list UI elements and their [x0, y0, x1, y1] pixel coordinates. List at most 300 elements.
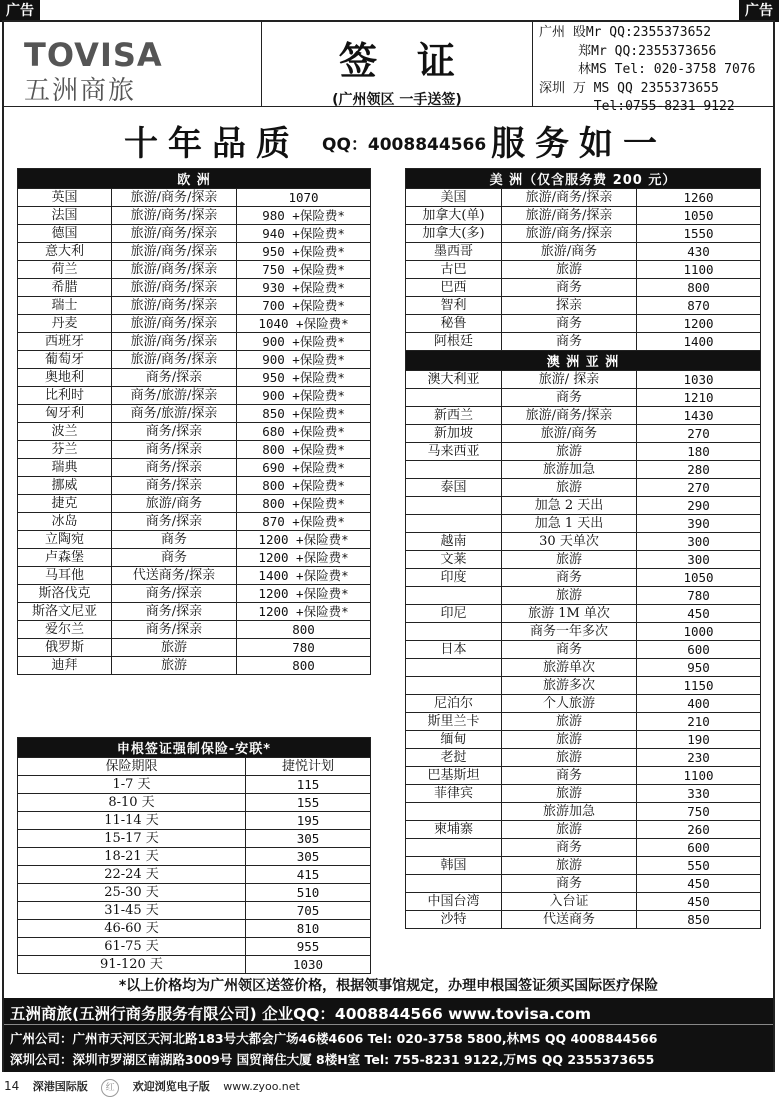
country-cell [406, 803, 502, 821]
guangzhou-address: 广州公司：广州市天河区天河北路183号大都会广场46楼4606 Tel: 020-3758 5800,林MS QQ 4008844566 [10, 1031, 658, 1046]
edition-name: 深港国际版 [32, 1080, 88, 1093]
table-row [406, 587, 761, 605]
price-cell: 705 [246, 902, 371, 920]
price-cell: 750 +保险费* [237, 261, 371, 279]
table-row [406, 225, 761, 243]
country-cell: 巴基斯坦 [406, 767, 502, 785]
country-cell: 比利时 [18, 387, 112, 405]
price-cell: 1040 +保险费* [237, 315, 371, 333]
country-cell: 丹麦 [18, 315, 112, 333]
price-cell: 800 +保险费* [237, 441, 371, 459]
price-cell: 900 +保险费* [237, 351, 371, 369]
table-row [18, 884, 371, 902]
visa-type-cell: 旅游 [502, 551, 637, 569]
period-cell: 15-17 天 [18, 830, 246, 848]
period-cell: 61-75 天 [18, 938, 246, 956]
country-cell: 斯洛文尼亚 [18, 603, 112, 621]
visa-type-cell: 旅游/商务/探亲 [112, 189, 237, 207]
price-cell: 930 +保险费* [237, 279, 371, 297]
table-row [406, 407, 761, 425]
table-row [406, 911, 761, 929]
table-row [406, 279, 761, 297]
visa-type-cell: 旅游/商务/探亲 [502, 407, 637, 425]
table-row [18, 243, 371, 261]
country-cell: 缅甸 [406, 731, 502, 749]
table-row [18, 549, 371, 567]
section-header-row [18, 169, 371, 189]
price-cell: 430 [637, 243, 761, 261]
price-cell: 690 +保险费* [237, 459, 371, 477]
price-cell: 1030 [637, 371, 761, 389]
country-cell [406, 839, 502, 857]
table-row [406, 315, 761, 333]
country-cell: 老挝 [406, 749, 502, 767]
price-cell: 1430 [637, 407, 761, 425]
period-cell: 25-30 天 [18, 884, 246, 902]
price-cell: 680 +保险费* [237, 423, 371, 441]
table-row [406, 695, 761, 713]
country-cell: 秘鲁 [406, 315, 502, 333]
table-row [406, 641, 761, 659]
price-cell: 305 [246, 848, 371, 866]
price-cell: 870 [637, 297, 761, 315]
country-cell: 冰岛 [18, 513, 112, 531]
price-cell: 210 [637, 713, 761, 731]
price-cell: 780 [237, 639, 371, 657]
visa-type-cell: 商务 [502, 641, 637, 659]
table-row [18, 794, 371, 812]
table-row [18, 315, 371, 333]
price-cell: 810 [246, 920, 371, 938]
visa-type-cell: 旅游 [112, 639, 237, 657]
price-cell: 1070 [237, 189, 371, 207]
brand-name-cn: 五洲商旅 [24, 76, 137, 106]
country-cell: 葡萄牙 [18, 351, 112, 369]
price-cell: 270 [637, 479, 761, 497]
visa-type-cell: 旅游/商务/探亲 [112, 225, 237, 243]
visa-type-cell: 商务 [502, 315, 637, 333]
ad-label-left: 广告 [0, 0, 40, 22]
visa-type-cell: 加急 1 天出 [502, 515, 637, 533]
period-cell: 18-21 天 [18, 848, 246, 866]
country-cell: 匈牙利 [18, 405, 112, 423]
country-cell [406, 515, 502, 533]
country-cell: 俄罗斯 [18, 639, 112, 657]
price-cell: 955 [246, 938, 371, 956]
price-cell: 155 [246, 794, 371, 812]
insurance-table [17, 737, 371, 974]
country-cell: 斯洛伐克 [18, 585, 112, 603]
section-title: 申根签证强制保险-安联* [18, 738, 371, 758]
table-row [18, 938, 371, 956]
country-cell: 荷兰 [18, 261, 112, 279]
section-title: 美 洲（仅含服务费 200 元） [406, 169, 761, 189]
country-cell: 卢森堡 [18, 549, 112, 567]
country-cell: 中国台湾 [406, 893, 502, 911]
country-cell: 阿根廷 [406, 333, 502, 351]
table-row [406, 767, 761, 785]
table-row [18, 297, 371, 315]
table-row [18, 603, 371, 621]
price-cell: 850 [637, 911, 761, 929]
country-cell: 尼泊尔 [406, 695, 502, 713]
table-row [18, 495, 371, 513]
visa-type-cell: 旅游 [502, 785, 637, 803]
country-cell: 波兰 [18, 423, 112, 441]
visa-type-cell: 旅游/商务/探亲 [112, 279, 237, 297]
price-cell: 390 [637, 515, 761, 533]
visa-type-cell: 商务 [502, 839, 637, 857]
visa-type-cell: 旅游/ 探亲 [502, 371, 637, 389]
price-cell: 1000 [637, 623, 761, 641]
visa-type-cell: 旅游 1M 单次 [502, 605, 637, 623]
price-cell: 330 [637, 785, 761, 803]
country-cell [406, 587, 502, 605]
table-row [18, 621, 371, 639]
table-row [406, 659, 761, 677]
country-cell: 韩国 [406, 857, 502, 875]
page-footer [4, 1078, 310, 1097]
table-row [406, 425, 761, 443]
visa-type-cell: 商务 [502, 767, 637, 785]
visa-type-cell: 商务/旅游/探亲 [112, 405, 237, 423]
visa-type-cell: 商务/探亲 [112, 603, 237, 621]
table-row [18, 207, 371, 225]
visa-type-cell: 旅游多次 [502, 677, 637, 695]
country-cell: 日本 [406, 641, 502, 659]
period-cell: 22-24 天 [18, 866, 246, 884]
table-row [406, 623, 761, 641]
period-cell: 46-60 天 [18, 920, 246, 938]
visa-type-cell: 旅游/商务/探亲 [112, 315, 237, 333]
country-cell: 菲律宾 [406, 785, 502, 803]
badge-icon: 红 [101, 1079, 119, 1097]
visa-type-cell: 旅游单次 [502, 659, 637, 677]
price-cell: 195 [246, 812, 371, 830]
country-cell: 斯里兰卡 [406, 713, 502, 731]
slogan-qq: QQ：4008844566 [322, 135, 487, 155]
company-bar [4, 998, 773, 1072]
table-row [406, 839, 761, 857]
country-cell: 古巴 [406, 261, 502, 279]
country-cell: 芬兰 [18, 441, 112, 459]
period-cell: 91-120 天 [18, 956, 246, 974]
table-row [18, 279, 371, 297]
visa-type-cell: 商务/探亲 [112, 585, 237, 603]
visa-type-cell: 商务 [502, 875, 637, 893]
country-cell: 墨西哥 [406, 243, 502, 261]
table-row [406, 297, 761, 315]
table-row [406, 731, 761, 749]
visa-type-cell: 旅游/商务/探亲 [502, 207, 637, 225]
page-title: 签证 [338, 38, 495, 83]
country-cell: 英国 [18, 189, 112, 207]
table-row [406, 803, 761, 821]
visa-type-cell: 旅游/商务 [112, 495, 237, 513]
table-row [406, 713, 761, 731]
price-cell: 1210 [637, 389, 761, 407]
price-cell: 900 +保险费* [237, 333, 371, 351]
table-row [406, 515, 761, 533]
visa-type-cell: 商务 [112, 549, 237, 567]
americas-asia-table [405, 168, 761, 929]
price-cell: 1100 [637, 261, 761, 279]
visa-type-cell: 商务 [502, 569, 637, 587]
price-cell: 600 [637, 641, 761, 659]
visa-type-cell: 探亲 [502, 297, 637, 315]
price-cell: 800 +保险费* [237, 495, 371, 513]
period-cell: 31-45 天 [18, 902, 246, 920]
table-row [406, 821, 761, 839]
section-header-row [18, 738, 371, 758]
country-cell: 加拿大(单) [406, 207, 502, 225]
table-row [18, 920, 371, 938]
footer-text: 欢迎浏览电子版 [132, 1080, 210, 1093]
section-title: 澳 洲 亚 洲 [406, 351, 761, 371]
price-cell: 300 [637, 533, 761, 551]
price-cell: 270 [637, 425, 761, 443]
table-row [406, 497, 761, 515]
contact-line: 广州 殴Mr QQ:2355373652 [539, 25, 712, 40]
table-row [18, 639, 371, 657]
visa-type-cell: 旅游 [112, 657, 237, 675]
visa-type-cell: 旅游 [502, 261, 637, 279]
table-row [406, 461, 761, 479]
country-cell: 西班牙 [18, 333, 112, 351]
visa-type-cell: 商务/旅游/探亲 [112, 387, 237, 405]
table-row [18, 423, 371, 441]
table-row [18, 225, 371, 243]
visa-type-cell: 商务 [502, 389, 637, 407]
country-cell: 瑞典 [18, 459, 112, 477]
table-row [18, 261, 371, 279]
country-cell: 巴西 [406, 279, 502, 297]
country-cell: 奥地利 [18, 369, 112, 387]
table-row [18, 567, 371, 585]
country-cell: 印尼 [406, 605, 502, 623]
price-cell: 750 [637, 803, 761, 821]
table-row [406, 189, 761, 207]
visa-type-cell: 商务 [502, 333, 637, 351]
country-cell: 意大利 [18, 243, 112, 261]
visa-type-cell: 旅游/商务/探亲 [112, 261, 237, 279]
country-cell: 爱尔兰 [18, 621, 112, 639]
visa-type-cell: 加急 2 天出 [502, 497, 637, 515]
price-cell: 450 [637, 605, 761, 623]
table-row [18, 333, 371, 351]
price-cell: 800 +保险费* [237, 477, 371, 495]
section-title: 欧 洲 [18, 169, 371, 189]
table-row [406, 243, 761, 261]
price-cell: 1200 +保险费* [237, 549, 371, 567]
visa-type-cell: 旅游加急 [502, 803, 637, 821]
country-cell: 立陶宛 [18, 531, 112, 549]
country-cell [406, 623, 502, 641]
visa-type-cell: 入台证 [502, 893, 637, 911]
visa-type-cell: 旅游 [502, 857, 637, 875]
table-row [18, 776, 371, 794]
visa-type-cell: 商务一年多次 [502, 623, 637, 641]
visa-type-cell: 商务/探亲 [112, 513, 237, 531]
visa-type-cell: 商务/探亲 [112, 441, 237, 459]
price-cell: 1050 [637, 569, 761, 587]
price-cell: 1200 +保险费* [237, 603, 371, 621]
country-cell: 柬埔寨 [406, 821, 502, 839]
site-link[interactable]: www.zyoo.net [223, 1080, 300, 1093]
price-cell: 1400 +保险费* [237, 567, 371, 585]
visa-title-box [261, 22, 533, 106]
price-cell: 1150 [637, 677, 761, 695]
price-cell: 950 +保险费* [237, 243, 371, 261]
price-cell: 850 +保险费* [237, 405, 371, 423]
country-cell: 捷克 [18, 495, 112, 513]
country-cell: 希腊 [18, 279, 112, 297]
price-cell: 1400 [637, 333, 761, 351]
table-row [406, 371, 761, 389]
table-row [18, 351, 371, 369]
visa-type-cell: 30 天单次 [502, 533, 637, 551]
insurance-header-row [18, 758, 371, 776]
table-row [18, 812, 371, 830]
price-cell: 230 [637, 749, 761, 767]
slogan-right: 服务如一 [491, 124, 667, 164]
price-cell: 780 [637, 587, 761, 605]
price-cell: 510 [246, 884, 371, 902]
footnote: *以上价格均为广州领区送签价格，根据领事馆规定，办理申根国签证须买国际医疗保险 [118, 978, 659, 994]
header [4, 22, 773, 114]
price-cell: 400 [637, 695, 761, 713]
visa-type-cell: 商务/探亲 [112, 423, 237, 441]
visa-type-cell: 旅游/商务/探亲 [112, 297, 237, 315]
table-row [406, 533, 761, 551]
visa-type-cell: 代送商务/探亲 [112, 567, 237, 585]
visa-type-cell: 旅游加急 [502, 461, 637, 479]
table-row [406, 893, 761, 911]
period-cell: 8-10 天 [18, 794, 246, 812]
ad-label-right: 广告 [739, 0, 779, 22]
price-cell: 415 [246, 866, 371, 884]
table-row [406, 261, 761, 279]
price-cell: 700 +保险费* [237, 297, 371, 315]
table-row [406, 479, 761, 497]
country-cell [406, 461, 502, 479]
country-cell: 越南 [406, 533, 502, 551]
table-row [18, 369, 371, 387]
divider [4, 1024, 773, 1025]
country-cell: 泰国 [406, 479, 502, 497]
table-row [18, 531, 371, 549]
shenzhen-address: 深圳公司：深圳市罗湖区南湖路3009号 国贸商住大厦 8楼H室 Tel: 755-8231 9122,万MS QQ 2355373655 [10, 1052, 655, 1067]
table-row [18, 956, 371, 974]
contact-line: Tel:0755-8231 9122 [539, 99, 735, 114]
section-header-row [406, 351, 761, 371]
price-cell: 1200 +保险费* [237, 531, 371, 549]
table-row [406, 333, 761, 351]
visa-type-cell: 旅游 [502, 749, 637, 767]
country-cell [406, 677, 502, 695]
table-row [18, 902, 371, 920]
price-cell: 1260 [637, 189, 761, 207]
contact-list [539, 24, 775, 117]
price-cell: 1200 +保险费* [237, 585, 371, 603]
price-cell: 190 [637, 731, 761, 749]
table-row [18, 477, 371, 495]
country-cell: 法国 [18, 207, 112, 225]
table-row [406, 551, 761, 569]
visa-type-cell: 旅游 [502, 443, 637, 461]
country-cell: 澳大利亚 [406, 371, 502, 389]
europe-table [17, 168, 371, 675]
visa-type-cell: 商务/探亲 [112, 369, 237, 387]
visa-type-cell: 旅游/商务/探亲 [502, 189, 637, 207]
country-cell: 德国 [18, 225, 112, 243]
country-cell [406, 497, 502, 515]
section-header-row [406, 169, 761, 189]
price-cell: 450 [637, 893, 761, 911]
country-cell: 马耳他 [18, 567, 112, 585]
price-cell: 1050 [637, 207, 761, 225]
country-cell [406, 659, 502, 677]
table-row [406, 569, 761, 587]
price-cell: 950 [637, 659, 761, 677]
table-row [406, 677, 761, 695]
visa-type-cell: 旅游/商务/探亲 [112, 207, 237, 225]
price-cell: 180 [637, 443, 761, 461]
visa-type-cell: 旅游 [502, 587, 637, 605]
country-cell: 挪威 [18, 477, 112, 495]
price-cell: 550 [637, 857, 761, 875]
country-cell: 文莱 [406, 551, 502, 569]
contact-line: 林MS Tel: 020-3758 7076 [539, 62, 756, 77]
country-cell [406, 875, 502, 893]
table-row [18, 441, 371, 459]
slogan-left: 十年品质 [124, 124, 300, 164]
table-row [18, 830, 371, 848]
price-cell: 800 [237, 621, 371, 639]
price-cell: 950 +保险费* [237, 369, 371, 387]
country-cell: 迪拜 [18, 657, 112, 675]
country-cell [406, 389, 502, 407]
table-row [406, 749, 761, 767]
table-row [406, 443, 761, 461]
price-cell: 1550 [637, 225, 761, 243]
price-cell: 600 [637, 839, 761, 857]
price-cell: 900 +保险费* [237, 387, 371, 405]
country-cell: 印度 [406, 569, 502, 587]
period-cell: 1-7 天 [18, 776, 246, 794]
table-row [18, 387, 371, 405]
table-row [18, 657, 371, 675]
table-row [406, 857, 761, 875]
table-row [18, 848, 371, 866]
slogan [4, 110, 773, 170]
visa-type-cell: 旅游 [502, 731, 637, 749]
price-cell: 1100 [637, 767, 761, 785]
table-row [406, 785, 761, 803]
price-cell: 980 +保险费* [237, 207, 371, 225]
price-cell: 115 [246, 776, 371, 794]
price-cell: 800 [237, 657, 371, 675]
visa-type-cell: 旅游/商务 [502, 425, 637, 443]
logo [24, 36, 224, 106]
period-cell: 11-14 天 [18, 812, 246, 830]
price-cell: 1030 [246, 956, 371, 974]
price-cell: 450 [637, 875, 761, 893]
price-cell: 260 [637, 821, 761, 839]
country-cell: 新加坡 [406, 425, 502, 443]
price-cell: 290 [637, 497, 761, 515]
country-cell: 加拿大(多) [406, 225, 502, 243]
